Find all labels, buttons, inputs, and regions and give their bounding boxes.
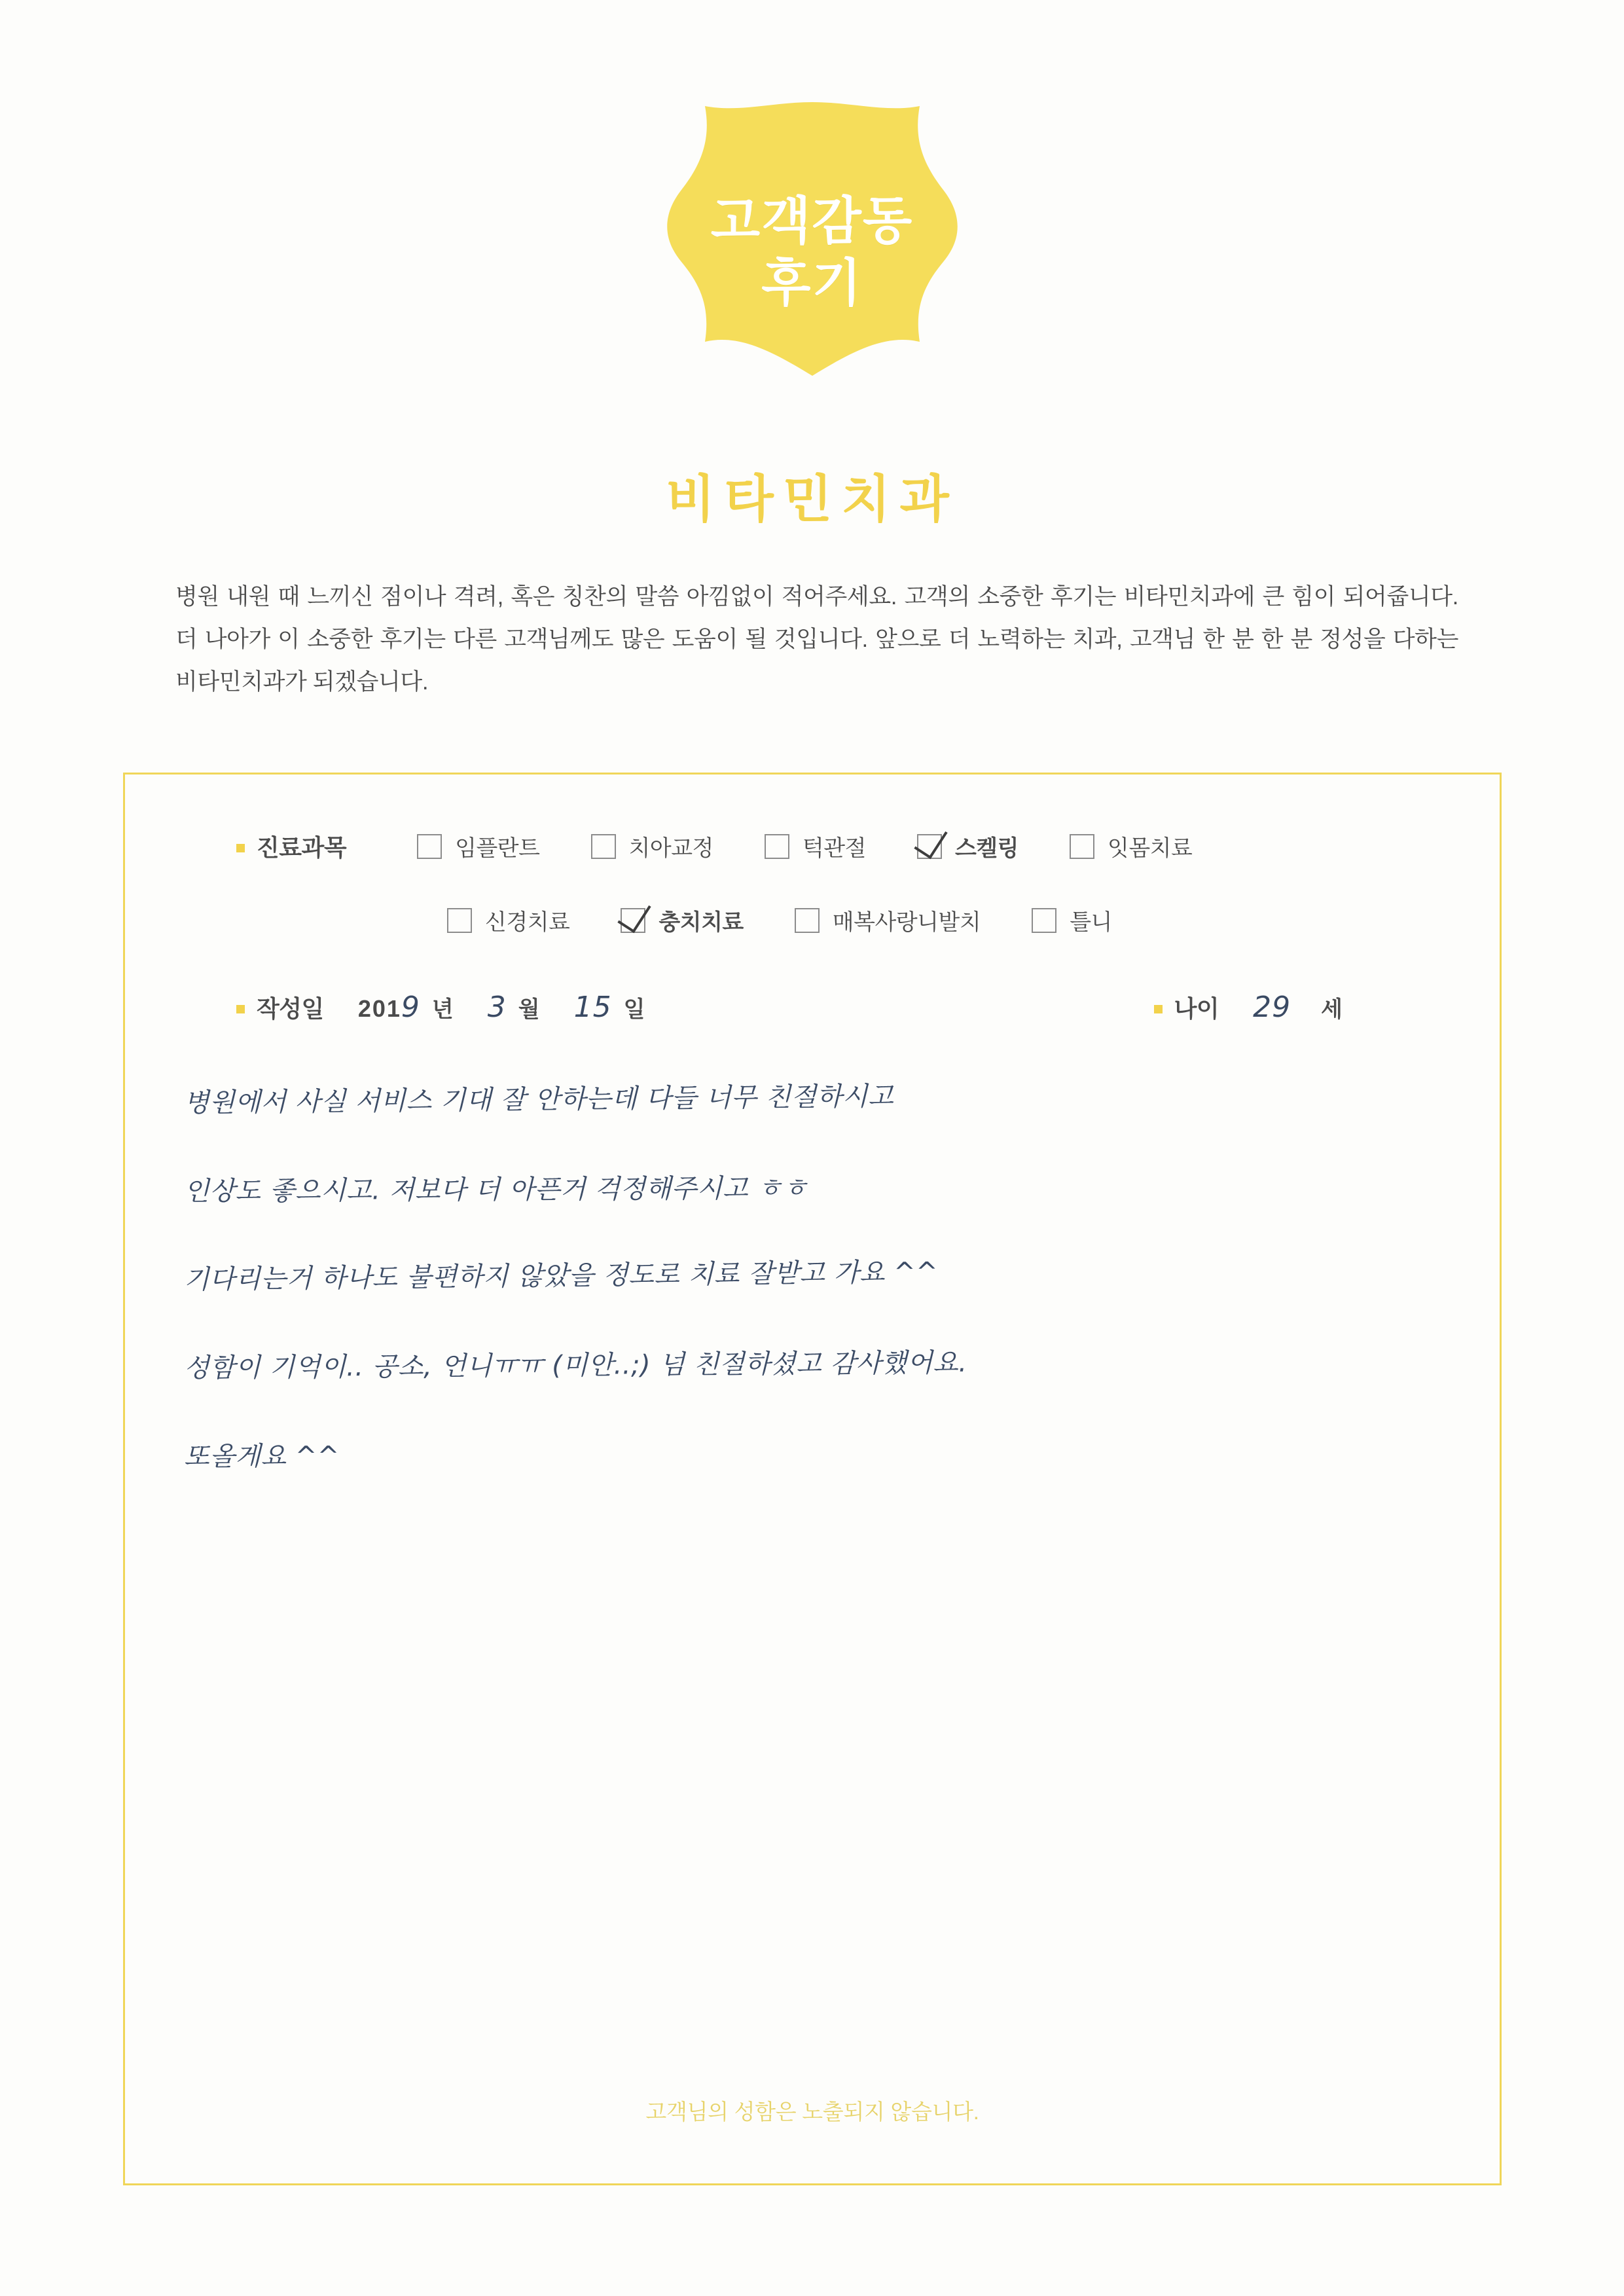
age-value[interactable]: 29 xyxy=(1253,991,1291,1024)
checkbox-label: 임플란트 xyxy=(455,836,540,861)
treatment-label: 진료과목 xyxy=(236,829,346,863)
privacy-note: 고객님의 성함은 노출되지 않습니다. xyxy=(645,2100,979,2124)
bullet-icon xyxy=(236,1005,245,1013)
checkbox-item-denture[interactable] xyxy=(1032,904,1112,936)
checkbox-item-nerve-treatment[interactable] xyxy=(447,904,569,936)
day-value[interactable]: 15 xyxy=(573,991,612,1024)
checkbox-label: 턱관절 xyxy=(802,836,866,861)
badge-container xyxy=(0,98,1624,406)
age-label: 나이 xyxy=(1154,991,1219,1024)
review-line: 병원에서 사실 서비스 기대 잘 안하는데 다들 너무 친절하시고 xyxy=(183,1081,894,1118)
checkbox-item-tmj[interactable] xyxy=(765,830,866,862)
checkbox-item-gum-treatment[interactable] xyxy=(1070,830,1192,862)
checkbox-icon[interactable] xyxy=(1070,834,1094,859)
badge-line-2: 후기 xyxy=(761,254,863,312)
checkbox-icon[interactable] xyxy=(417,834,442,859)
checkbox-item-orthodontics[interactable] xyxy=(591,830,713,862)
checkbox-icon[interactable] xyxy=(591,834,616,859)
treatment-row-1 xyxy=(236,829,1192,863)
treatment-row-2 xyxy=(236,904,1112,936)
review-line: 또올게요 ^^ xyxy=(183,1441,340,1472)
review-line: 기다리는거 하나도 불편하지 않았을 정도로 치료 잘받고 가요 ^^ xyxy=(183,1256,939,1295)
badge-line-1: 고객감동 xyxy=(710,191,914,249)
checkbox-item-implant[interactable] xyxy=(417,830,539,862)
form-container xyxy=(123,773,1502,2185)
checkbox-icon[interactable] xyxy=(447,908,472,933)
date-label: 작성일 xyxy=(236,991,324,1024)
checkbox-label: 매복사랑니발치 xyxy=(832,910,981,935)
bullet-icon xyxy=(236,844,245,852)
checkbox-icon-checked[interactable] xyxy=(917,834,942,859)
date-group xyxy=(236,991,651,1024)
checkbox-icon[interactable] xyxy=(765,834,789,859)
checkbox-label: 잇몸치료 xyxy=(1107,836,1193,861)
year-unit: 년 xyxy=(431,997,454,1022)
checkbox-icon-checked[interactable] xyxy=(621,908,645,933)
bullet-icon xyxy=(1154,1005,1163,1013)
year-prefix: 201 xyxy=(357,995,401,1022)
checkbox-label: 틀니 xyxy=(1070,910,1112,935)
checkbox-icon[interactable] xyxy=(1032,908,1056,933)
year-value[interactable]: 9 xyxy=(401,991,420,1024)
checkbox-label: 충치치료 xyxy=(659,910,744,935)
checkbox-label: 신경치료 xyxy=(485,910,570,935)
month-value[interactable]: 3 xyxy=(487,991,507,1024)
age-group xyxy=(1154,991,1349,1024)
badge-text xyxy=(711,190,913,314)
review-text-area[interactable] xyxy=(184,1082,1460,1524)
customer-review-badge xyxy=(655,98,969,406)
checkbox-label: 스켈링 xyxy=(954,836,1019,861)
day-unit: 일 xyxy=(623,997,645,1022)
meta-row xyxy=(236,991,1428,1024)
checkbox-item-scaling[interactable] xyxy=(917,830,1019,862)
checkbox-icon[interactable] xyxy=(795,908,820,933)
checkbox-item-wisdom-tooth-extraction[interactable] xyxy=(795,904,981,936)
clinic-name: 비타민치과 xyxy=(666,470,958,528)
checkbox-label: 치아교정 xyxy=(628,836,713,861)
age-unit: 세 xyxy=(1321,997,1343,1022)
month-unit: 월 xyxy=(518,997,540,1022)
review-line: 성함이 기억이.. 공소, 언니ㅠㅠ (미안..;) 넘 친절하셨고 감사했어요. xyxy=(183,1347,967,1383)
intro-paragraph: 병원 내원 때 느끼신 점이나 격려, 혹은 칭찬의 말씀 아낌없이 적어주세요. 고객의 소중한 후기는 비타민치과에 큰 힘이 되어줍니다. 더 나아가 이 소중한 후기는 다른 고객님께도 많은 도움이 될 것입니다. 앞으로 더 노력하는 치과, 고객님 한 분 한 분 정성을 다하는 비타민치과가 되겠습니다. xyxy=(175,584,1458,695)
checkbox-item-cavity-treatment[interactable] xyxy=(621,904,743,936)
review-line: 인상도 좋으시고. 저보다 더 아픈거 걱정해주시고 ㅎㅎ xyxy=(183,1173,808,1207)
